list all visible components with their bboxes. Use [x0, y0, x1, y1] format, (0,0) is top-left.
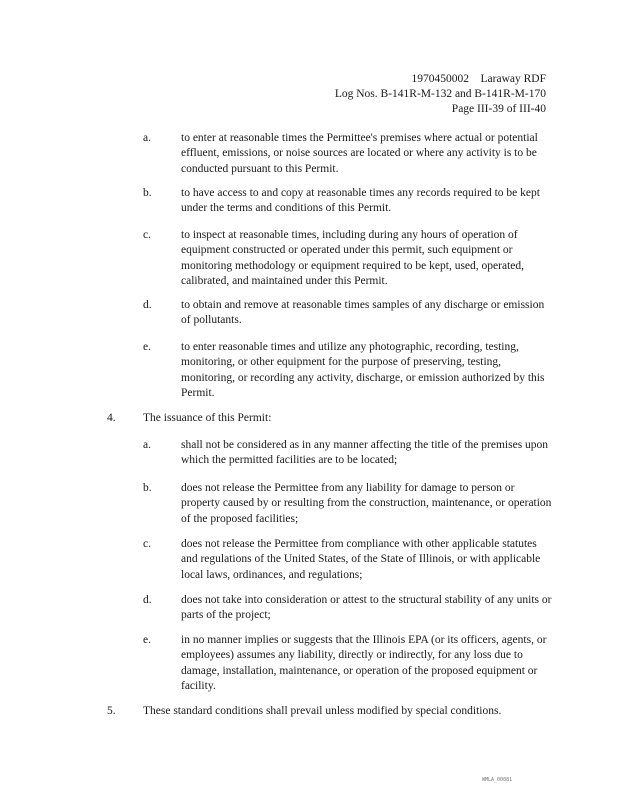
item-text: to enter reasonable times and utilize any photographic, recording, testing, monitoring, or other equipment for the purpose of preserving, testing, monitoring, or recording any activity, discharge, or emission authorized by this Permit.: [181, 341, 545, 400]
page-header: [335, 72, 546, 117]
item-label: b.: [143, 482, 152, 494]
item-text: does not release the Permittee from compliance with other applicable statutes and regulations of the United States, of the State of Illinois, or with applicable local laws, ordinances, and regulations;: [181, 538, 541, 581]
bates-stamp: WMLA_00081: [482, 777, 513, 783]
item-label: a.: [143, 132, 151, 144]
item-number: 4.: [107, 412, 116, 424]
item-label: d.: [143, 299, 152, 311]
item-label: b.: [143, 187, 152, 199]
item-number: 5.: [107, 705, 116, 717]
item-text: to have access to and copy at reasonable times any records required to be kept under the terms and conditions of this Permit.: [181, 187, 540, 215]
item-text: to obtain and remove at reasonable times samples of any discharge or emission of pollutants.: [181, 299, 545, 327]
header-log-numbers: Log Nos. B-141R-M-132 and B-141R-M-170: [334, 88, 546, 100]
item-label: a.: [143, 439, 151, 451]
item-text: does not release the Permittee from any liability for damage to person or property caused by or resulting from the construction, maintenance, or operation of the proposed facilities;: [181, 482, 552, 525]
item-label: c.: [143, 229, 151, 241]
header-page-number: Page III-39 of III-40: [451, 103, 546, 115]
item-label: c.: [143, 538, 151, 550]
item-text: shall not be considered as in any manner affecting the title of the premises upon which the permitted facilities are to be located;: [181, 439, 549, 467]
item-label: d.: [143, 594, 152, 606]
item-text: does not take into consideration or attest to the structural stability of any units or parts of the project;: [181, 594, 552, 622]
item-text: The issuance of this Permit:: [143, 412, 272, 424]
item-label: e.: [143, 341, 151, 353]
header-facility-id: 1970450002 Laraway RDF: [411, 73, 546, 85]
item-text: in no manner implies or suggests that the Illinois EPA (or its officers, agents, or employees) assumes any liability, directly or indirectly, for any loss due to damage, installation, maintenance, or operation of the proposed equipment or facility.: [181, 634, 547, 693]
item-text: to enter at reasonable times the Permittee's premises where actual or potential effluent, emissions, or noise sources are located or where any activity is to be conducted pursuant to this Permit.: [181, 132, 538, 175]
item-text: to inspect at reasonable times, including during any hours of operation of equipment constructed or operated under this permit, such equipment or monitoring methodology or equipment required to be kept, used, operated, calibrated, and maintained under this Permit.: [181, 229, 525, 288]
item-text: These standard conditions shall prevail unless modified by special conditions.: [143, 705, 502, 717]
item-label: e.: [143, 634, 151, 646]
